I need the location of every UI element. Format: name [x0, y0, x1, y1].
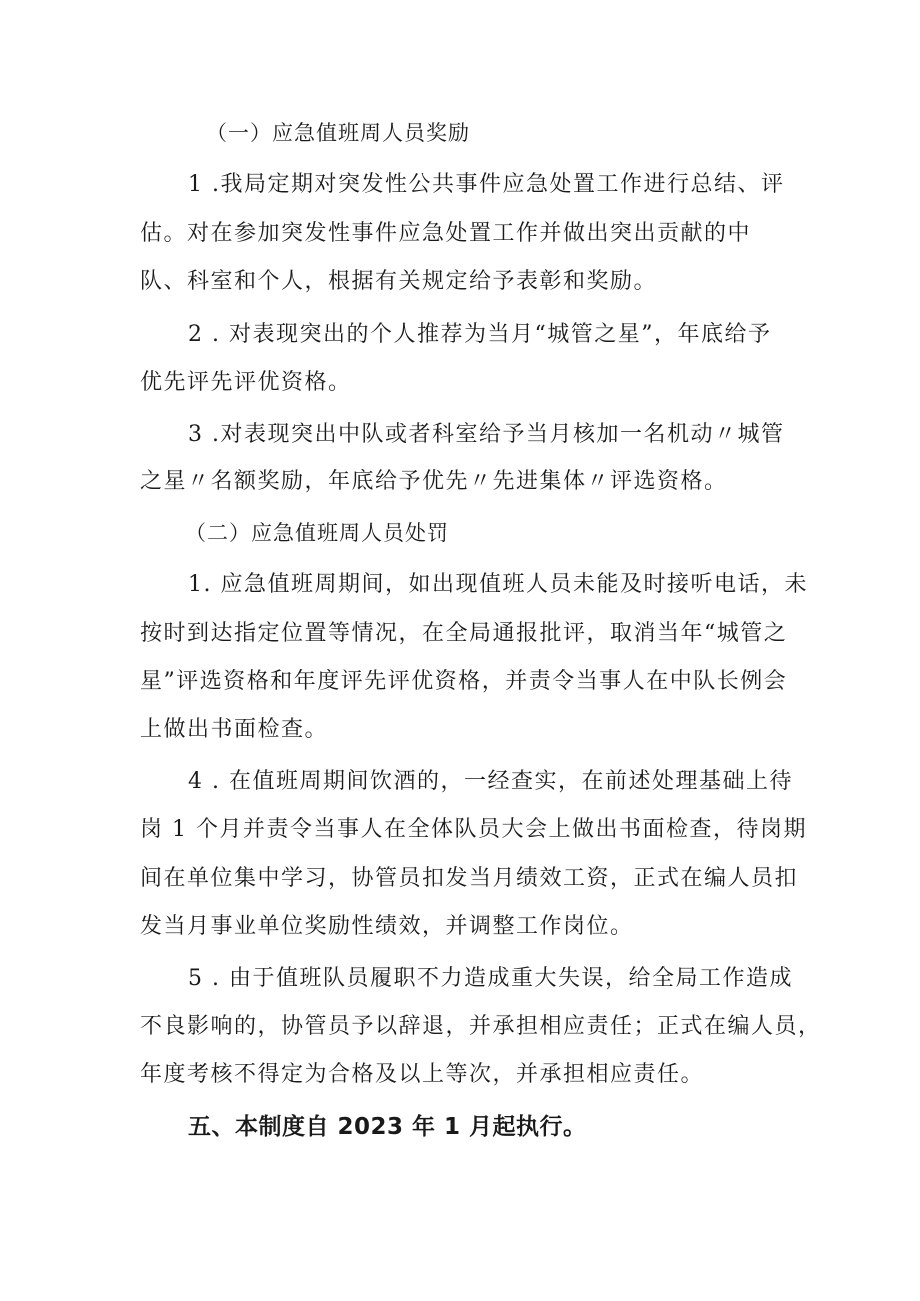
penalty-item-4-line-3: 间在单位集中学习，协管员扣发当月绩效工资，正式在编人员扣: [140, 866, 799, 891]
penalty-item-1-line-2: 按时到达指定位置等情况，在全局通报批评，取消当年“城管之: [140, 621, 788, 646]
penalty-item-5-line-3: 年度考核不得定为合格及以上等次，并承担相应责任。: [140, 1062, 705, 1087]
reward-item-3-line-2: 之星〃名额奖励，年底给予优先〃先进集体〃评选资格。: [140, 469, 728, 494]
penalty-item-5-line-1: 5 . 由于值班队员履职不力造成重大失误，给全局工作造成: [188, 966, 793, 991]
reward-item-1-line-1: 1 .我局定期对突发性公共事件应急处置工作进行总结、评: [188, 172, 785, 197]
penalty-item-1-line-3: 星”评选资格和年度评先评优资格，并责令当事人在中队长例会: [140, 669, 788, 694]
reward-item-3-line-1: 3 .对表现突出中队或者科室给予当月核加一名机动〃城管: [188, 422, 785, 447]
penalty-item-1-line-1: 1. 应急值班周期间，如出现值班人员未能及时接听电话，未: [188, 572, 808, 597]
penalty-item-5-line-2: 不良影响的，协管员予以辞退，并承担相应责任；正式在编人员，: [140, 1014, 822, 1039]
final-clause: 五、本制度自 2023 年 1 月起执行。: [188, 1114, 587, 1140]
penalty-item-1-line-4: 上做出书面检查。: [140, 717, 329, 742]
section-one-heading: （一）应急值班周人员奖励: [206, 121, 470, 145]
penalty-item-4-line-1: 4 . 在值班周期间饮酒的，一经查实，在前述处理基础上待: [188, 769, 793, 794]
section-two-heading: （二）应急值班周人员处罚: [185, 521, 449, 545]
penalty-item-4-line-4: 发当月事业单位奖励性绩效，并调整工作岗位。: [140, 914, 634, 939]
reward-item-2-line-1: 2 . 对表现突出的个人推荐为当月“城管之星”，年底给予: [188, 322, 772, 347]
reward-item-1-line-3: 队、科室和个人，根据有关规定给予表彰和奖励。: [140, 269, 658, 294]
penalty-item-4-line-2: 岗 1 个月并责令当事人在全体队员大会上做出书面检查，待岗期: [140, 817, 807, 842]
reward-item-1-line-2: 估。对在参加突发性事件应急处置工作并做出突出贡献的中: [140, 221, 752, 246]
reward-item-2-line-2: 优先评先评优资格。: [140, 370, 352, 395]
